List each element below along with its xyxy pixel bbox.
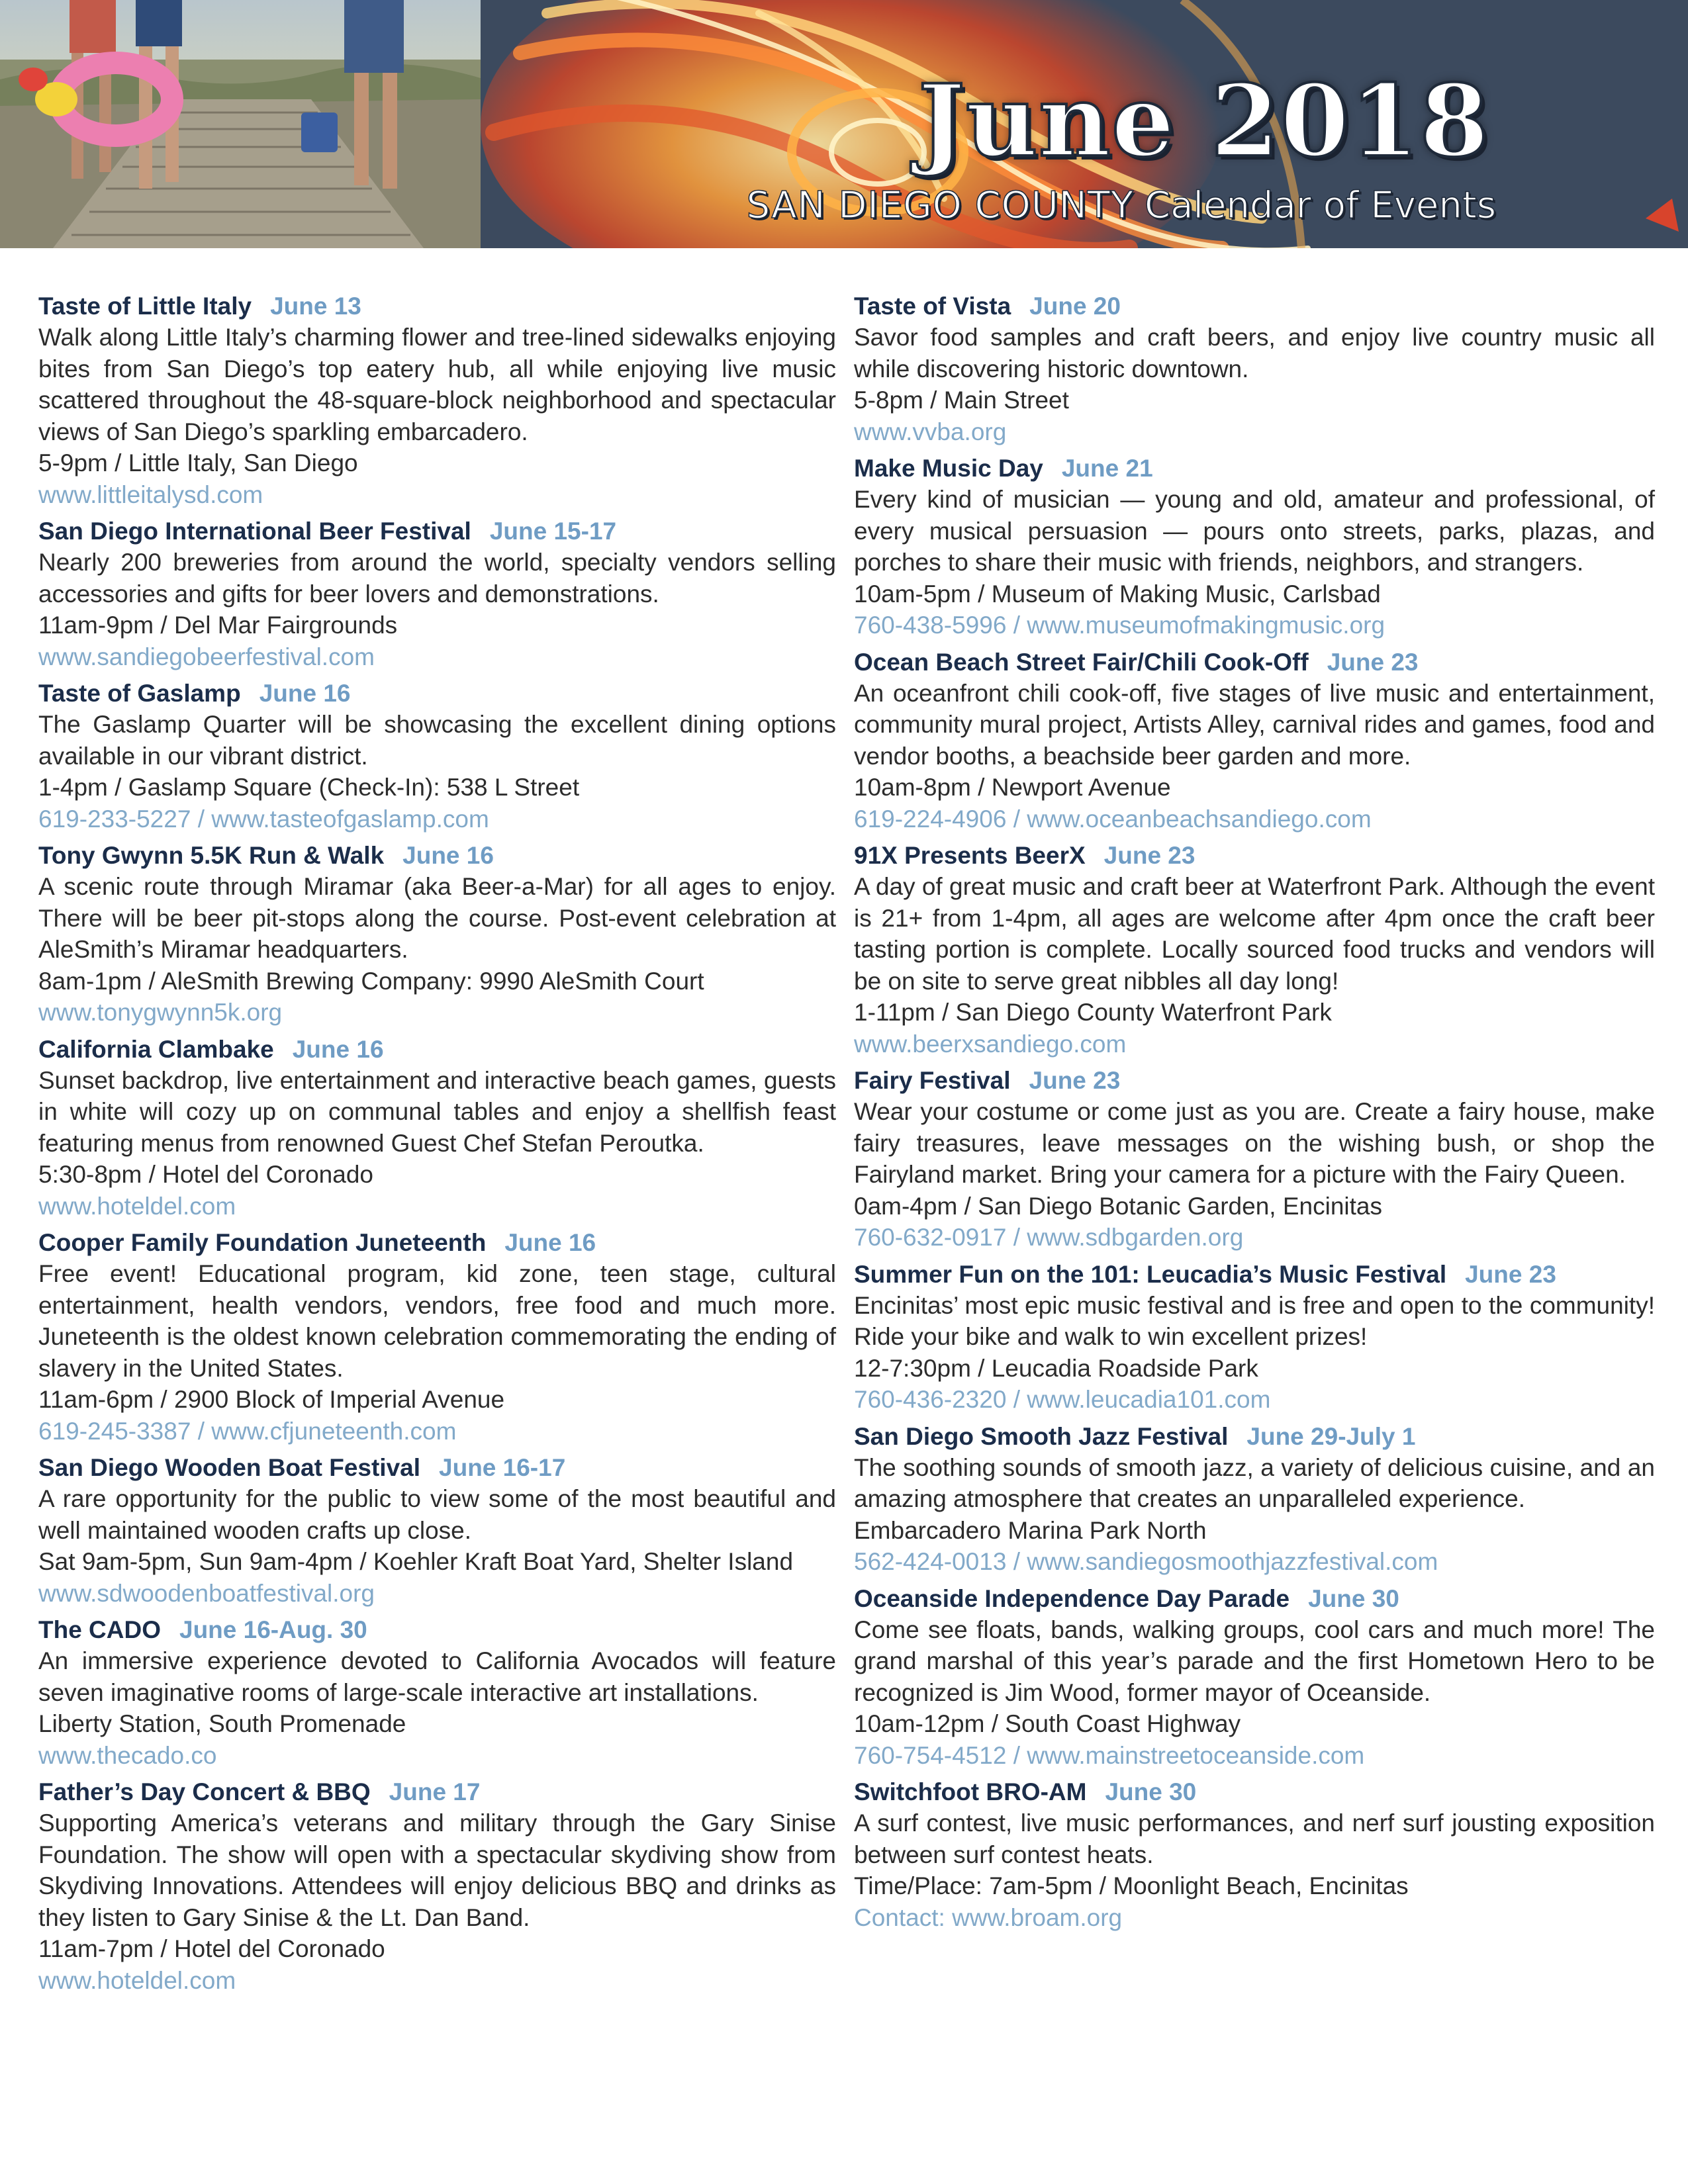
event-description: Savor food samples and craft beers, and enjoy live country music all while discovering historic downtown. bbox=[854, 324, 1655, 383]
event-contact-link[interactable]: www.littleitalysd.com bbox=[38, 480, 263, 508]
event-contact-link[interactable]: 760-754-4512 / www.mainstreetoceanside.com bbox=[854, 1741, 1365, 1769]
event-make-music-day bbox=[854, 453, 1655, 641]
event-contact-link[interactable]: 619-224-4906 / www.oceanbeachsandiego.com bbox=[854, 805, 1372, 833]
event-contact-link[interactable]: www.sdwoodenboatfestival.org bbox=[38, 1579, 375, 1607]
event-heading bbox=[854, 291, 1655, 322]
event-name: San Diego Wooden Boat Festival bbox=[38, 1454, 421, 1481]
event-description: Sunset backdrop, live entertainment and interactive beach games, guests in white will cozy up on communal tables and enjoy a shellfish feast featuring menus from renowned Guest Chef Stefan Peroutka. bbox=[38, 1066, 836, 1157]
event-date: June 16 bbox=[504, 1229, 596, 1256]
event-sd-wooden-boat-festival bbox=[38, 1453, 836, 1609]
event-name: Taste of Vista bbox=[854, 293, 1011, 320]
event-taste-of-gaslamp bbox=[38, 678, 836, 835]
event-time-place: Sat 9am-5pm, Sun 9am-4pm / Koehler Kraft Boat Yard, Shelter Island bbox=[38, 1548, 794, 1575]
event-heading bbox=[38, 841, 836, 871]
header-banner bbox=[0, 0, 1688, 248]
events-column-left bbox=[38, 291, 836, 2002]
event-date: June 16 bbox=[292, 1035, 384, 1063]
event-time-place: Liberty Station, South Promenade bbox=[38, 1710, 406, 1737]
event-name: San Diego International Beer Festival bbox=[38, 518, 471, 545]
event-heading bbox=[854, 841, 1655, 871]
event-time-place: Time/Place: 7am-5pm / Moonlight Beach, Encinitas bbox=[854, 1872, 1409, 1899]
beach-photo bbox=[0, 0, 481, 248]
event-name: 91X Presents BeerX bbox=[854, 842, 1086, 869]
event-heading bbox=[854, 1422, 1655, 1452]
event-fairy-festival bbox=[854, 1066, 1655, 1253]
event-date: June 20 bbox=[1029, 293, 1121, 320]
event-name: Summer Fun on the 101: Leucadia’s Music Festival bbox=[854, 1260, 1447, 1288]
event-name: Make Music Day bbox=[854, 455, 1043, 482]
event-heading bbox=[38, 1034, 836, 1065]
event-name: Cooper Family Foundation Juneteenth bbox=[38, 1229, 487, 1256]
event-heading bbox=[38, 1777, 836, 1807]
event-time-place: Embarcadero Marina Park North bbox=[854, 1516, 1207, 1544]
event-contact-link[interactable]: Contact: www.broam.org bbox=[854, 1903, 1123, 1931]
event-heading bbox=[854, 647, 1655, 678]
event-time-place: 1-4pm / Gaslamp Square (Check-In): 538 L Street bbox=[38, 774, 580, 801]
event-description: An oceanfront chili cook-off, five stages of live music and entertainment, community mural project, Artists Alley, carnival rides and games, food and vendor booths, a beachside beer garden and more. bbox=[854, 679, 1655, 770]
event-date: June 23 bbox=[1103, 842, 1196, 869]
event-date: June 29-July 1 bbox=[1246, 1422, 1416, 1450]
event-heading bbox=[38, 516, 836, 547]
event-date: June 16 bbox=[259, 680, 351, 707]
event-contact-link[interactable]: www.tonygwynn5k.org bbox=[38, 999, 283, 1026]
event-description: Nearly 200 breweries from around the world, specialty vendors selling accessories and gifts for beer lovers and demonstrations. bbox=[38, 549, 836, 608]
event-time-place: 10am-8pm / Newport Avenue bbox=[854, 774, 1171, 801]
event-heading bbox=[38, 1615, 836, 1645]
event-time-place: 0am-4pm / San Diego Botanic Garden, Encinitas bbox=[854, 1192, 1382, 1220]
event-description: Wear your costume or come just as you are. Create a fairy house, make fairy treasures, leave messages on the wishing bush, or shop the Fairyland market. Bring your camera for a picture with the Fairy Queen. bbox=[854, 1098, 1655, 1188]
event-91x-beerx bbox=[854, 841, 1655, 1060]
event-name: Father’s Day Concert & BBQ bbox=[38, 1778, 371, 1805]
event-time-place: 1-11pm / San Diego County Waterfront Park bbox=[854, 999, 1332, 1026]
beach-boardwalk-image bbox=[0, 0, 481, 248]
event-name: California Clambake bbox=[38, 1035, 274, 1063]
event-date: June 16-Aug. 30 bbox=[179, 1616, 367, 1643]
event-name: Taste of Gaslamp bbox=[38, 680, 241, 707]
event-contact-link[interactable]: www.hoteldel.com bbox=[38, 1966, 236, 1994]
event-contact-link[interactable]: www.vvba.org bbox=[854, 418, 1007, 445]
event-heading bbox=[854, 1259, 1655, 1290]
event-taste-of-vista bbox=[854, 291, 1655, 447]
event-contact-link[interactable]: 760-632-0917 / www.sdbgarden.org bbox=[854, 1224, 1244, 1251]
event-contact-link[interactable]: 562-424-0013 / www.sandiegosmoothjazzfestival.com bbox=[854, 1548, 1438, 1575]
calendar-subtitle bbox=[747, 184, 1496, 227]
event-tony-gwynn-run-walk bbox=[38, 841, 836, 1028]
event-heading bbox=[38, 1228, 836, 1258]
event-heading bbox=[38, 678, 836, 709]
event-name: Switchfoot BRO-AM bbox=[854, 1778, 1087, 1805]
event-name: Taste of Little Italy bbox=[38, 293, 252, 320]
event-name: Tony Gwynn 5.5K Run & Walk bbox=[38, 842, 385, 869]
event-contact-link[interactable]: www.sandiegobeerfestival.com bbox=[38, 643, 375, 670]
event-taste-of-little-italy bbox=[38, 291, 836, 510]
event-date: June 30 bbox=[1105, 1778, 1197, 1805]
event-time-place: 5-8pm / Main Street bbox=[854, 387, 1069, 414]
event-time-place: 5-9pm / Little Italy, San Diego bbox=[38, 449, 358, 477]
event-date: June 16-17 bbox=[439, 1454, 566, 1481]
event-time-place: 8am-1pm / AleSmith Brewing Company: 9990 AleSmith Court bbox=[38, 967, 704, 995]
event-description: Supporting America’s veterans and military through the Gary Sinise Foundation. The show will open with a spectacular skydiving show from Skydiving Innovations. Attendees will enjoy delicious BBQ and drinks as they listen to Gary Sinise & the Lt. Dan Band. bbox=[38, 1809, 836, 1931]
event-date: June 23 bbox=[1029, 1067, 1121, 1094]
event-name: Fairy Festival bbox=[854, 1067, 1011, 1094]
event-contact-link[interactable]: 619-233-5227 / www.tasteofgaslamp.com bbox=[38, 805, 489, 833]
event-heading bbox=[854, 1777, 1655, 1807]
event-date: June 30 bbox=[1308, 1584, 1399, 1612]
events-column-right bbox=[854, 291, 1655, 1939]
subtitle-county: SAN DIEGO COUNTY bbox=[746, 184, 1134, 227]
event-time-place: 10am-12pm / South Coast Highway bbox=[854, 1710, 1241, 1737]
event-date: June 23 bbox=[1465, 1260, 1556, 1288]
event-description: Encinitas’ most epic music festival and is free and open to the community! Ride your bike and walk to win excellent prizes! bbox=[854, 1291, 1655, 1350]
event-name: Oceanside Independence Day Parade bbox=[854, 1584, 1290, 1612]
event-description: A surf contest, live music performances, and nerf surf jousting exposition between surf contest heats. bbox=[854, 1809, 1655, 1868]
event-date: June 13 bbox=[270, 293, 361, 320]
event-description: A day of great music and craft beer at Waterfront Park. Although the event is 21+ from 1-4pm, all ages are welcome after 4pm once the craft beer tasting portion is complete. Locally sourced food trucks and vendors will be on site to serve great nibbles all day long! bbox=[854, 873, 1656, 995]
event-time-place: 11am-6pm / 2900 Block of Imperial Avenue bbox=[38, 1386, 505, 1413]
event-description: The soothing sounds of smooth jazz, a variety of delicious cuisine, and an amazing atmosphere that creates an unparalleled experience. bbox=[854, 1453, 1655, 1512]
event-contact-link[interactable]: 760-436-2320 / www.leucadia101.com bbox=[854, 1386, 1271, 1413]
event-description: The Gaslamp Quarter will be showcasing the excellent dining options available in our vibrant district. bbox=[38, 711, 836, 770]
event-date: June 16 bbox=[402, 842, 494, 869]
calendar-title: June 2018 bbox=[917, 63, 1489, 179]
event-sd-international-beer-festival bbox=[38, 516, 836, 672]
event-heading bbox=[854, 453, 1655, 484]
event-description: A scenic route through Miramar (aka Beer-a-Mar) for all ages to enjoy. There will be beer pit-stops along the course. Post-event celebration at AleSmith’s Miramar headquarters. bbox=[38, 873, 836, 963]
event-name: Ocean Beach Street Fair/Chili Cook-Off bbox=[854, 648, 1309, 676]
event-name: The CADO bbox=[38, 1616, 161, 1643]
event-time-place: 10am-5pm / Museum of Making Music, Carlsbad bbox=[854, 580, 1381, 608]
event-description: Free event! Educational program, kid zone, teen stage, cultural entertainment, health vendors, vendors, free food and much more. Juneteenth is the oldest known celebration commemorating the ending of slavery in the United States. bbox=[38, 1260, 836, 1382]
event-heading bbox=[854, 1066, 1655, 1096]
event-time-place: 11am-9pm / Del Mar Fairgrounds bbox=[38, 612, 398, 639]
event-description: Come see floats, bands, walking groups, cool cars and much more! The grand marshal of this year’s parade and the first Hometown Hero to be recognized is Jim Wood, former mayor of Oceanside. bbox=[854, 1615, 1655, 1706]
event-contact-link[interactable]: www.thecado.co bbox=[38, 1741, 217, 1769]
event-sd-smooth-jazz-festival bbox=[854, 1422, 1655, 1578]
event-time-place: 12-7:30pm / Leucadia Roadside Park bbox=[854, 1354, 1258, 1382]
event-switchfoot-bro-am bbox=[854, 1777, 1655, 1933]
event-contact-link[interactable]: www.beerxsandiego.com bbox=[854, 1030, 1127, 1058]
event-heading bbox=[854, 1584, 1655, 1614]
event-time-place: 11am-7pm / Hotel del Coronado bbox=[38, 1935, 385, 1962]
event-name: San Diego Smooth Jazz Festival bbox=[854, 1422, 1229, 1450]
event-description: Every kind of musician — young and old, amateur and professional, of every musical persuasion — pours onto streets, parks, plazas, and porches to share their music with friends, neighbors, and strangers. bbox=[854, 486, 1655, 576]
event-cooper-family-juneteenth bbox=[38, 1228, 836, 1447]
event-heading bbox=[38, 1453, 836, 1483]
event-date: June 21 bbox=[1061, 455, 1153, 482]
event-the-cado bbox=[38, 1615, 836, 1771]
event-oceanside-independence-day-parade bbox=[854, 1584, 1655, 1772]
event-date: June 15-17 bbox=[489, 518, 617, 545]
event-description: Walk along Little Italy’s charming flower and tree-lined sidewalks enjoying bites from San Diego’s top eatery hub, all while enjoying live music scattered throughout the 48-square-block neighborhood and spectacular views of San Diego’s sparkling embarcadero. bbox=[38, 324, 836, 445]
event-description: An immersive experience devoted to California Avocados will feature seven imaginative rooms of large-scale interactive art installations. bbox=[38, 1647, 836, 1706]
event-contact-link[interactable]: 619-245-3387 / www.cfjuneteenth.com bbox=[38, 1417, 457, 1445]
event-california-clambake bbox=[38, 1034, 836, 1222]
subtitle-calendar-of-events: Calendar of Events bbox=[1145, 184, 1496, 227]
event-date: June 23 bbox=[1327, 648, 1419, 676]
event-description: A rare opportunity for the public to view some of the most beautiful and well maintained wooden crafts up close. bbox=[38, 1485, 836, 1544]
event-ocean-beach-street-fair bbox=[854, 647, 1655, 835]
event-contact-link[interactable]: 760-438-5996 / www.museumofmakingmusic.org bbox=[854, 612, 1385, 639]
event-heading bbox=[38, 291, 836, 322]
event-time-place: 5:30-8pm / Hotel del Coronado bbox=[38, 1161, 373, 1188]
event-leucadia-music-festival bbox=[854, 1259, 1655, 1416]
event-contact-link[interactable]: www.hoteldel.com bbox=[38, 1192, 236, 1220]
event-date: June 17 bbox=[389, 1778, 481, 1805]
event-fathers-day-concert-bbq bbox=[38, 1777, 836, 1996]
